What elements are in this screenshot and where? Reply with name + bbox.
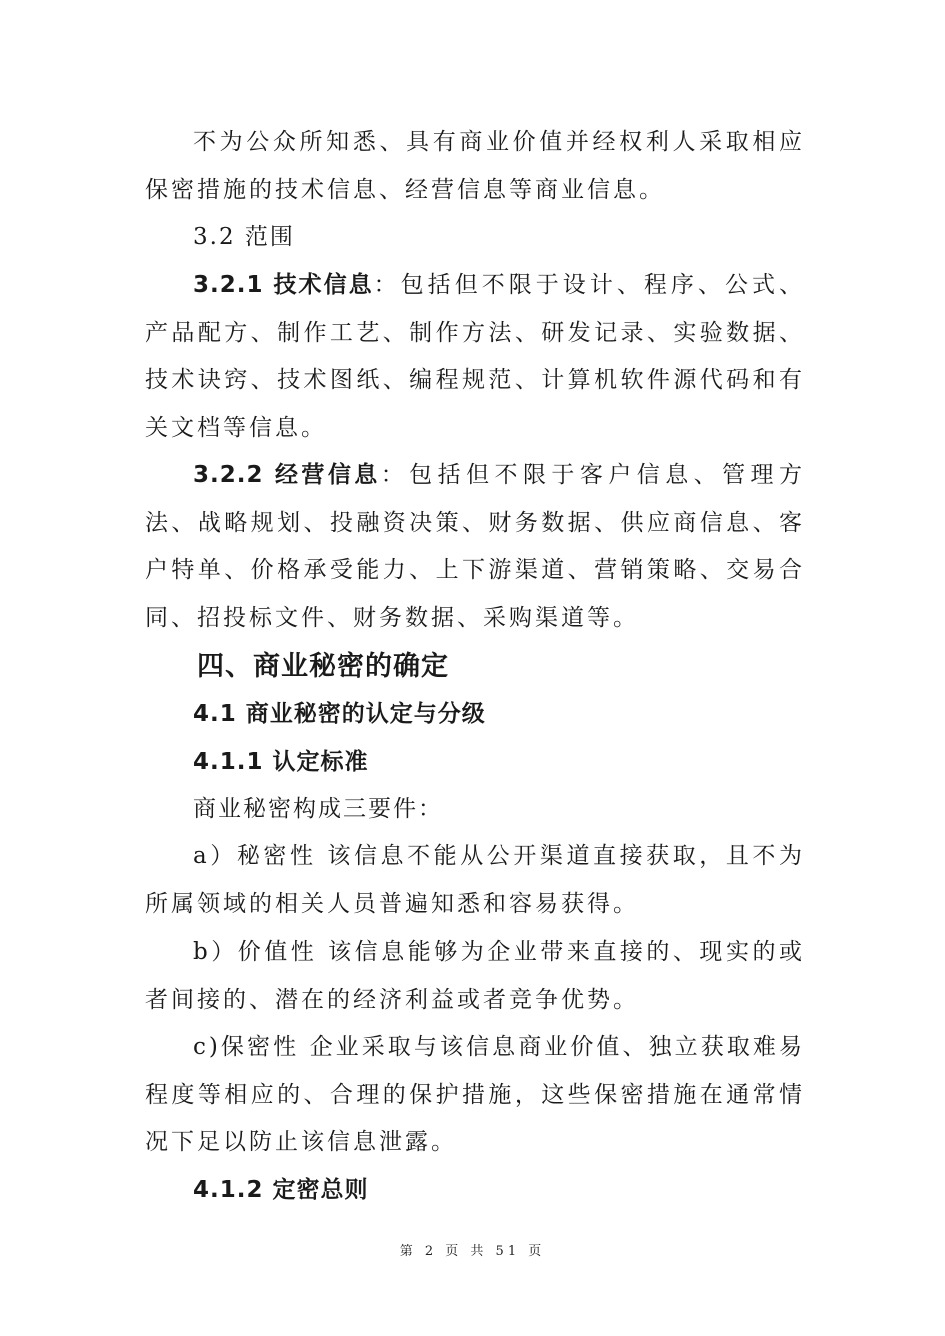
section-heading-4-1-2: 4.1.2 定密总则 xyxy=(193,1177,369,1203)
item-b-paragraph: b）价值性 该信息能够为企业带来直接的、现实的或者间接的、潜在的经济利益或者竞争优势。 xyxy=(145,939,805,1013)
section-heading-4-1: 4.1 商业秘密的认定与分级 xyxy=(193,701,486,727)
business-info-text: ：包括但不限于客户信息、管理方法、战略规划、投融资决策、财务数据、供应商信息、客户特单、价格承受能力、上下游渠道、营销策略、交易合同、招投标文件、财务数据、采购渠道等。 xyxy=(145,462,805,631)
item-c-paragraph: c)保密性 企业采取与该信息商业价值、独立获取难易程度等相应的、合理的保护措施，这些保密措施在通常情况下足以防止该信息泄露。 xyxy=(145,1034,805,1155)
item-a-paragraph: a）秘密性 该信息不能从公开渠道直接获取，且不为所属领域的相关人员普遍知悉和容易获得。 xyxy=(145,843,805,917)
business-info-paragraph xyxy=(145,452,805,642)
intro-paragraph: 不为公众所知悉、具有商业价值并经权利人采取相应保密措施的技术信息、经营信息等商业信息。 xyxy=(145,129,805,203)
tech-info-label: 3.2.1 技术信息 xyxy=(193,272,374,298)
page-number-footer: 第 2 页 共 51 页 xyxy=(399,1244,546,1259)
tech-info-paragraph xyxy=(145,262,805,452)
elements-intro: 商业秘密构成三要件： xyxy=(193,796,443,822)
chapter-heading-4: 四、商业秘密的确定 xyxy=(197,651,449,682)
tech-info-text: ：包括但不限于设计、程序、公式、产品配方、制作工艺、制作方法、研发记录、实验数据、技术诀窍、技术图纸、编程规范、计算机软件源代码和有关文档等信息。 xyxy=(145,272,806,441)
section-heading-3-2: 3.2 范围 xyxy=(193,224,295,250)
business-info-label: 3.2.2 经营信息 xyxy=(193,462,381,488)
section-heading-4-1-1: 4.1.1 认定标准 xyxy=(193,749,369,775)
